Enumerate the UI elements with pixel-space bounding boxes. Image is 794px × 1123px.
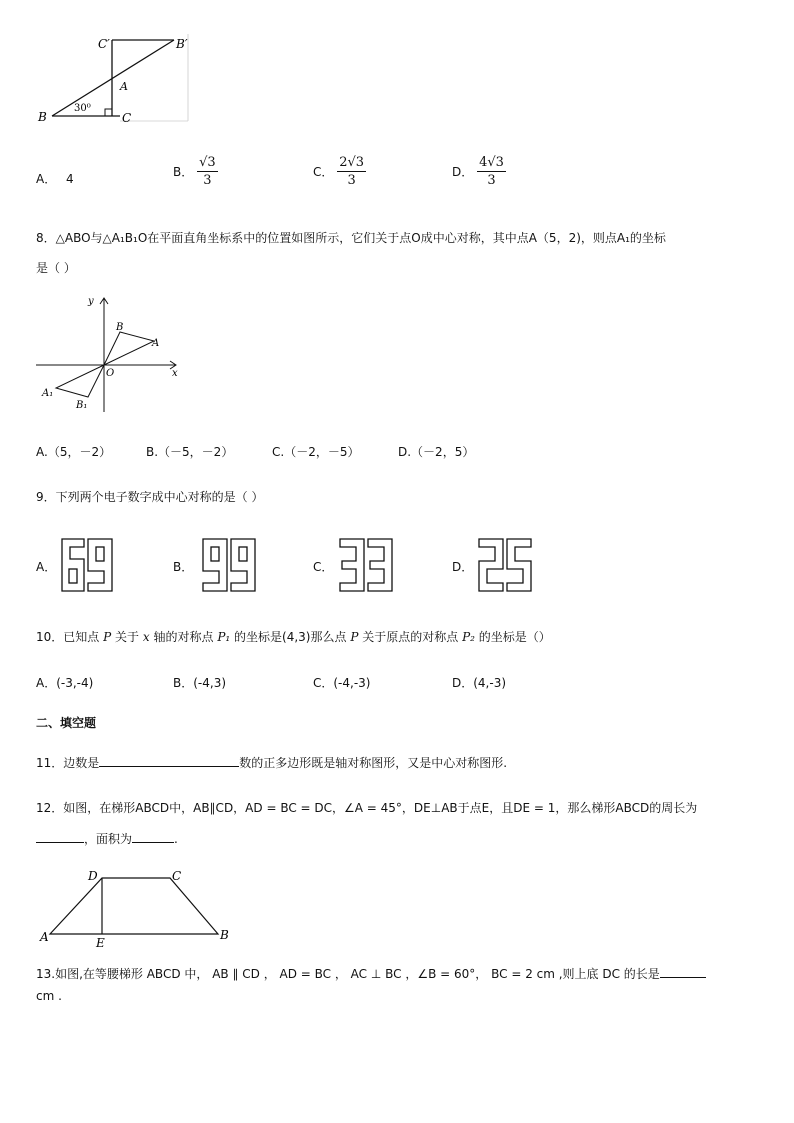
q10-text-2: 轴的对称点 xyxy=(153,630,214,644)
q10-text-4: 关于原点的对称点 xyxy=(362,630,459,644)
q9-option-c-digits-33 xyxy=(338,537,394,593)
q10-point-p-again: P xyxy=(350,630,359,644)
q8-figure xyxy=(34,294,184,414)
q9-option-c-label: C． xyxy=(313,560,334,574)
q7-option-b-denominator: 3 xyxy=(203,173,212,188)
q7-figure xyxy=(36,30,196,130)
label-c: C xyxy=(172,869,182,883)
q7-option-b-label: B． xyxy=(173,165,194,179)
q7-option-b-fraction xyxy=(197,155,218,188)
q12-stem-line1: 12．如图，在梯形ABCD中，AB∥CD，AD = BC = DC，∠A = 45°，DE⊥AB于点E，且DE = 1，那么梯形ABCD的周长为 xyxy=(36,801,698,815)
q10-text-3: 的坐标是(4,3)那么点 xyxy=(234,630,347,644)
q8-option-c: C.（－2，－5） xyxy=(272,445,360,459)
q10-text-5: 的坐标是（） xyxy=(478,630,551,644)
q10-stem xyxy=(36,628,551,645)
q7-option-d-numerator: 4√3 xyxy=(479,155,504,170)
q12-area-blank[interactable] xyxy=(132,830,174,843)
label-b1: B₁ xyxy=(76,400,88,411)
label-a: A xyxy=(40,930,49,944)
label-c-prime: C′ xyxy=(98,37,110,51)
trapezoid-abcd xyxy=(50,878,218,934)
q13-text: 13.如图,在等腰梯形 ABCD 中， AB ∥ CD ， AD = BC ， AC ⊥ BC ，∠B = 60°， BC = 2 cm ,则上底 DC 的长是 xyxy=(36,967,660,981)
q10-option-b: B．(-4,3) xyxy=(173,676,227,690)
q7-option-c-label: C． xyxy=(313,165,334,179)
q7-option-d-label: D． xyxy=(452,165,474,179)
triangle-abo xyxy=(104,332,154,365)
q7-option-a xyxy=(36,170,74,187)
q9-option-a-digits-69 xyxy=(60,537,114,593)
section-title: 二、填空题 xyxy=(36,716,97,730)
q7-option-d-denominator: 3 xyxy=(487,173,496,188)
q7-option-c-denominator: 3 xyxy=(347,173,356,188)
q7-option-b xyxy=(173,155,218,188)
q7-option-a-label: A． xyxy=(36,172,57,186)
label-y: y xyxy=(88,296,94,307)
q9-option-d-label: D． xyxy=(452,560,474,574)
q8-stem-line1: 8．△ABO与△A₁B₁O在平面直角坐标系中的位置如图所示，它们关于点O成中心对称，其中点A（5，2)，则点A₁的坐标 xyxy=(36,231,666,245)
q12-end: . xyxy=(174,832,178,846)
q9-stem: 9．下列两个电子数字成中心对称的是（ ） xyxy=(36,490,264,504)
label-c: C xyxy=(122,111,132,125)
q11-suffix: 数的正多边形既是轴对称图形，又是中心对称图形. xyxy=(239,756,508,770)
label-b-prime: B′ xyxy=(176,37,188,51)
q10-option-c: C．(-4,-3) xyxy=(313,676,371,690)
q10-text-1: 关于 xyxy=(115,630,140,644)
q7-option-d-fraction xyxy=(477,155,506,188)
q10-option-d: D．(4,-3) xyxy=(452,676,507,690)
q8-option-b: B.（－5，－2） xyxy=(146,445,234,459)
q8-option-d: D.（－2，5） xyxy=(398,445,475,459)
q10-point-p1: P₁ xyxy=(217,630,231,644)
q13-stem-line1 xyxy=(36,965,706,982)
q11-answer-blank[interactable] xyxy=(99,754,239,767)
label-b: B xyxy=(116,322,124,333)
label-b: B xyxy=(220,928,229,942)
triangle-a1b1o xyxy=(56,365,104,397)
label-a: A xyxy=(120,80,128,93)
q12-stem-line2 xyxy=(36,830,178,847)
q8-option-a: A.（5，－2） xyxy=(36,445,112,459)
label-d: D xyxy=(88,869,98,883)
q8-stem-line2: 是（ ） xyxy=(36,261,76,275)
q13-answer-blank[interactable] xyxy=(660,965,706,978)
label-x: x xyxy=(172,368,178,379)
q9-option-a-label: A． xyxy=(36,560,57,574)
q7-option-c-fraction xyxy=(337,155,366,188)
q12-trapezoid-figure xyxy=(36,866,236,950)
label-a1: A₁ xyxy=(42,388,54,399)
q7-option-c-numerator: 2√3 xyxy=(339,155,365,170)
segment-b-bprime xyxy=(52,40,174,116)
q11-stem xyxy=(36,754,507,771)
label-a: A xyxy=(152,338,160,349)
q9-option-b-digits-99 xyxy=(201,537,257,593)
q12-mid: ，面积为 xyxy=(84,832,133,846)
q9-option-d-digits-25 xyxy=(477,537,535,593)
q7-option-d xyxy=(452,155,506,188)
q7-option-b-numerator: √3 xyxy=(199,155,216,170)
q12-perimeter-blank[interactable] xyxy=(36,830,84,843)
q7-option-c xyxy=(313,155,366,188)
q10-option-a: A．(-3,-4) xyxy=(36,676,94,690)
q10-prefix: 10．已知点 xyxy=(36,630,100,644)
q10-point-p: P xyxy=(103,630,112,644)
q13-stem-line2: cm . xyxy=(36,989,62,1003)
right-angle-mark xyxy=(105,109,112,116)
label-b: B xyxy=(38,110,47,124)
q11-prefix: 11．边数是 xyxy=(36,756,100,770)
q10-point-p2: P₂ xyxy=(462,630,475,644)
angle-label: 30⁰ xyxy=(74,103,91,114)
label-o: O xyxy=(106,368,115,379)
q7-option-a-value: 4 xyxy=(66,172,74,186)
q10-var-x: x xyxy=(142,630,150,644)
label-e: E xyxy=(96,936,105,950)
q9-option-b-label: B． xyxy=(173,560,194,574)
